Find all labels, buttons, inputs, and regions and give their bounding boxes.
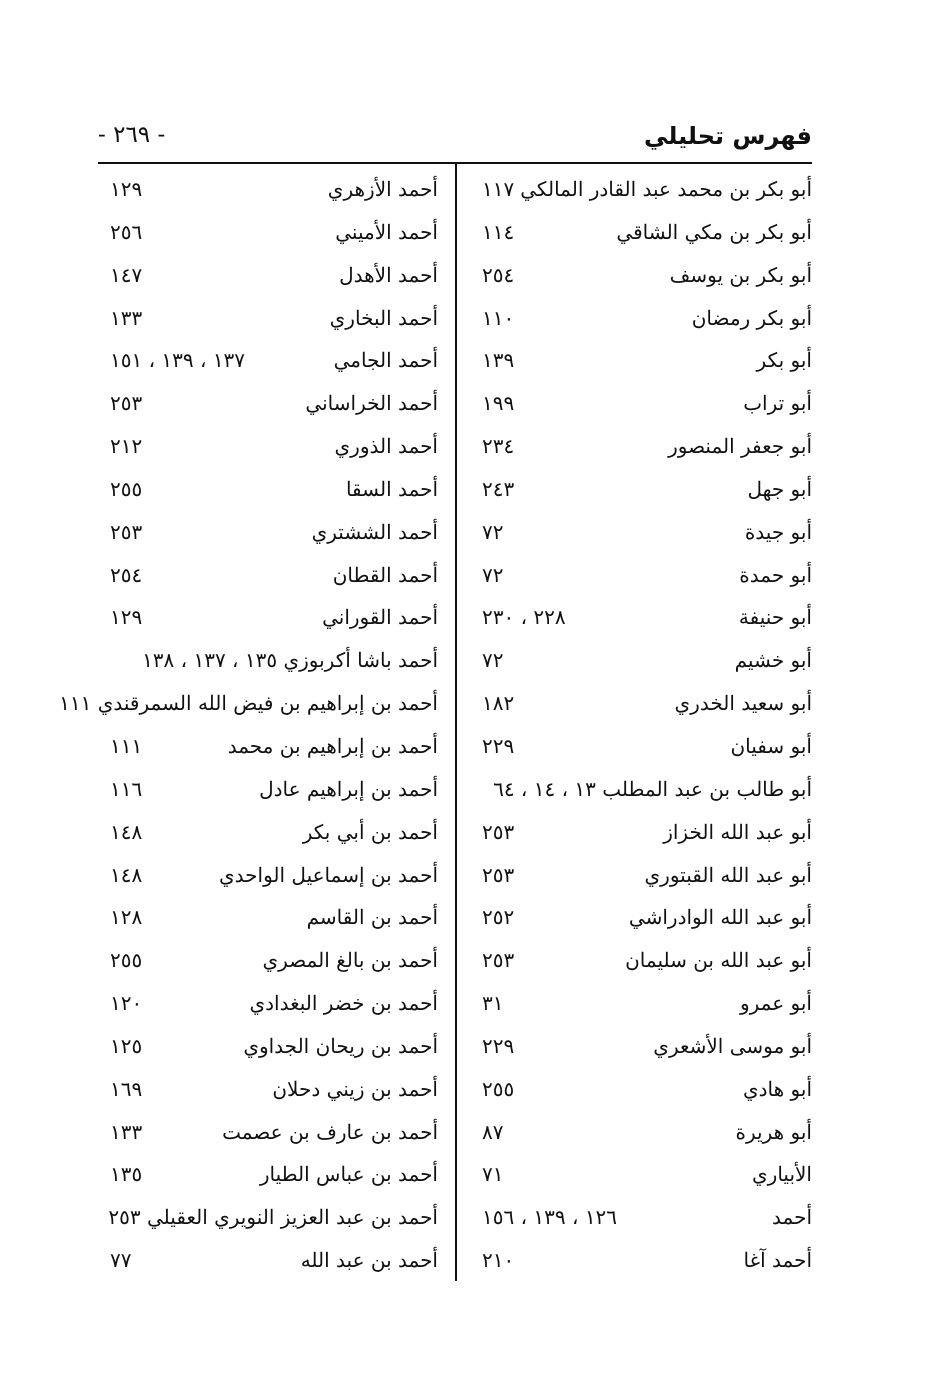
- entry-pages: ١١٤: [482, 219, 515, 244]
- index-entry: [470, 896, 812, 939]
- entry-name: أبو عبد الله القبتوري: [644, 862, 812, 887]
- index-entry: [470, 1239, 812, 1282]
- entry-name: أحمد بن عباس الطيار: [259, 1162, 438, 1187]
- entry-pages: ١٣٣: [110, 1119, 143, 1144]
- index-entry: [98, 211, 438, 254]
- entry-name: أحمد آغا: [743, 1248, 812, 1273]
- entry-name: أحمد بن إبراهيم بن فيض الله السمرقندي ١١١: [59, 691, 438, 716]
- entry-pages: ١٣٣: [110, 305, 143, 330]
- entry-pages: ٧٢: [482, 519, 504, 544]
- entry-pages: ٢٥٣: [482, 819, 515, 844]
- index-entry: [98, 425, 438, 468]
- index-entry: [470, 339, 812, 382]
- entry-name: أبو خشيم: [734, 648, 812, 673]
- entry-name: أبو سفيان: [730, 733, 812, 758]
- entry-name: أحمد بن عارف بن عصمت: [222, 1119, 438, 1144]
- index-entry: [470, 554, 812, 597]
- entry-name: أحمد السقا: [345, 476, 438, 501]
- column-divider: [455, 163, 457, 1281]
- index-entry: [98, 1153, 438, 1196]
- entry-name: أبو بكر بن محمد عبد القادر المالكي: [520, 177, 812, 201]
- entry-pages: ١٣٩: [482, 348, 515, 373]
- entry-pages: ٨٧: [482, 1119, 504, 1144]
- entry-pages: ١٣٧ ، ١٣٩ ، ١٥١: [110, 348, 246, 373]
- index-entry: [98, 1111, 438, 1154]
- entry-name: أبو عبد الله الخزاز: [663, 819, 812, 844]
- entry-name: الأبياري: [752, 1162, 812, 1187]
- index-entry: [98, 468, 438, 511]
- entry-name: أبو عبد الله بن سليمان: [625, 948, 812, 973]
- entry-name: أبو بكر: [756, 348, 812, 373]
- index-entry: [98, 511, 438, 554]
- entry-name: أحمد الششتري: [311, 519, 438, 544]
- entry-pages: ٢٥٤: [482, 262, 515, 287]
- index-entry: [98, 339, 438, 382]
- entry-name: أبو جيدة: [744, 519, 812, 544]
- entry-name: أبو موسى الأشعري: [653, 1033, 812, 1058]
- entry-name: أبو بكر بن يوسف: [669, 262, 812, 287]
- index-entry: [470, 1153, 812, 1196]
- entry-name: أحمد القطان: [332, 562, 438, 587]
- entry-pages: ٢٥٦: [110, 219, 143, 244]
- entry-name: أحمد بن عبد العزيز النويري العقيلي ٢٥٣: [108, 1205, 438, 1230]
- index-entry: [470, 939, 812, 982]
- index-entry: [470, 382, 812, 425]
- entry-name: أبو بكر رمضان: [691, 305, 812, 330]
- entry-pages: ١١٦: [110, 776, 143, 801]
- index-entry: [98, 768, 438, 811]
- page-number: - ٢٦٩ -: [98, 122, 166, 148]
- entry-name: أبو هريرة: [735, 1119, 812, 1144]
- entry-name: أحمد بن إسماعيل الواحدي: [219, 862, 438, 887]
- entry-pages: ١٢٩: [110, 605, 143, 630]
- entry-name: أحمد بن عبد الله: [300, 1248, 438, 1273]
- index-entry: [98, 939, 438, 982]
- index-entry: [470, 639, 812, 682]
- entry-pages: ١٢٠: [110, 991, 143, 1016]
- entry-name: أبو هادي: [742, 1076, 812, 1101]
- entry-pages: ٧٢: [482, 648, 504, 673]
- entry-name: أحمد: [772, 1205, 812, 1230]
- entry-pages: ١٤٨: [110, 819, 143, 844]
- index-entry: [98, 1025, 438, 1068]
- index-entry: [470, 768, 812, 811]
- entry-name: أحمد باشا أكربوزي ١٣٥ ، ١٣٧ ، ١٣٨: [142, 648, 438, 673]
- page-title: فهرس تحليلي: [644, 122, 812, 150]
- index-entry: [98, 1196, 438, 1239]
- index-entry: [98, 1239, 438, 1282]
- index-entry: [98, 725, 438, 768]
- entry-name: أحمد بن إبراهيم عادل: [259, 776, 438, 801]
- entry-name: أبو تراب: [743, 391, 812, 416]
- entry-pages: ١٦٩: [110, 1076, 143, 1101]
- entry-pages: ٢٤٣: [482, 476, 515, 501]
- entry-name: أحمد بن خضر البغدادي: [249, 991, 438, 1016]
- index-entry: [98, 168, 438, 211]
- entry-pages: ١١٧: [482, 177, 515, 201]
- entry-pages: ٧٢: [482, 562, 504, 587]
- index-entry: [98, 811, 438, 854]
- index-entry: [470, 682, 812, 725]
- index-entry: [470, 211, 812, 254]
- entry-name: أبو حنيفة: [738, 605, 812, 630]
- entry-pages: ١٤٧: [110, 262, 143, 287]
- entry-pages: ٧١: [482, 1162, 504, 1187]
- entry-name: أبو جهل: [747, 476, 812, 501]
- entry-name: أحمد بن أبي بكر: [302, 819, 438, 844]
- page-header: [98, 118, 812, 164]
- index-entry: [470, 297, 812, 340]
- index-entry: [98, 554, 438, 597]
- entry-name: أبو سعيد الخدري: [674, 691, 812, 716]
- index-entry: [470, 511, 812, 554]
- index-entry: [98, 982, 438, 1025]
- index-entry: [98, 896, 438, 939]
- entry-pages: ٢١٠: [482, 1248, 515, 1273]
- index-entry: [470, 596, 812, 639]
- entry-pages: ٧٧: [110, 1248, 132, 1273]
- entry-pages: ٢١٢: [110, 434, 143, 459]
- entry-name: أحمد الأهدل: [339, 262, 438, 287]
- entry-pages: ٢٢٨ ، ٢٣٠: [482, 605, 566, 630]
- entry-name: أبو حمدة: [739, 562, 812, 587]
- index-entry: [470, 168, 812, 211]
- entry-pages: ١١١: [110, 733, 143, 758]
- entry-pages: ٢٥٢: [482, 905, 515, 930]
- index-entry: [470, 811, 812, 854]
- entry-pages: ١٨٢: [482, 691, 515, 716]
- entry-name: أحمد بن القاسم: [306, 905, 438, 930]
- entry-name: أبو جعفر المنصور: [668, 434, 812, 459]
- entry-pages: ١٢٩: [110, 177, 143, 201]
- entry-pages: ٣١: [482, 991, 504, 1016]
- entry-pages: ٢٥٥: [110, 948, 143, 973]
- index-entry: [98, 854, 438, 897]
- entry-pages: ١٩٩: [482, 391, 515, 416]
- index-entry: [470, 725, 812, 768]
- entry-name: أبو عبد الله الوادراشي: [628, 905, 812, 930]
- entry-pages: ١١٠: [482, 305, 515, 330]
- index-column-right: [470, 168, 812, 1278]
- index-entry: [470, 982, 812, 1025]
- entry-pages: ٢٥٣: [110, 391, 143, 416]
- index-entry: [470, 1025, 812, 1068]
- entry-pages: ١٢٥: [110, 1033, 143, 1058]
- entry-name: أحمد الجامي: [333, 348, 438, 373]
- entry-pages: ٢٣٤: [482, 434, 515, 459]
- entry-pages: ١٢٨: [110, 905, 143, 930]
- entry-pages: ٢٥٣: [482, 862, 515, 887]
- entry-name: أحمد الخراساني: [305, 391, 438, 416]
- entry-name: أحمد الأميني: [335, 219, 438, 244]
- entry-pages: ٢٥٥: [110, 476, 143, 501]
- entry-pages: ٢٥٥: [482, 1076, 515, 1101]
- entry-pages: ١٤٨: [110, 862, 143, 887]
- index-entry: [470, 1196, 812, 1239]
- index-entry: [59, 682, 438, 725]
- index-entry: [98, 382, 438, 425]
- index-entry: [470, 1111, 812, 1154]
- entry-pages: ٢٥٤: [110, 562, 143, 587]
- index-entry: [98, 297, 438, 340]
- entry-name: أبو بكر بن مكي الشاقي: [616, 219, 812, 244]
- entry-pages: ٢٢٩: [482, 1033, 515, 1058]
- entry-name: أحمد الذوري: [334, 434, 438, 459]
- entry-name: أحمد بن زيني دحلان: [272, 1076, 438, 1101]
- entry-pages: ١٢٦ ، ١٣٩ ، ١٥٦: [482, 1205, 618, 1230]
- entry-pages: ١٣٥: [110, 1162, 143, 1187]
- index-entry: [98, 254, 438, 297]
- entry-name: أحمد الأزهري: [327, 177, 438, 201]
- entry-name: أبو طالب بن عبد المطلب ١٣ ، ١٤ ، ٦٤: [493, 776, 812, 801]
- entry-name: أبو عمرو: [739, 991, 812, 1016]
- index-entry: [470, 1068, 812, 1111]
- entry-pages: ٢٥٣: [110, 519, 143, 544]
- entry-name: أحمد البخاري: [329, 305, 438, 330]
- entry-name: أحمد بن إبراهيم بن محمد: [227, 733, 438, 758]
- index-entry: [98, 1068, 438, 1111]
- index-entry: [470, 254, 812, 297]
- index-entry: [470, 425, 812, 468]
- entry-name: أحمد بن بالغ المصري: [262, 948, 438, 973]
- index-entry: [98, 596, 438, 639]
- index-column-left: [59, 168, 438, 1278]
- index-entry: [470, 468, 812, 511]
- entry-name: أحمد القوراني: [322, 605, 438, 630]
- entry-name: أحمد بن ريحان الجداوي: [243, 1033, 438, 1058]
- entry-pages: ٢٢٩: [482, 733, 515, 758]
- entry-pages: ٢٥٣: [482, 948, 515, 973]
- index-entry: [470, 854, 812, 897]
- index-entry: [98, 639, 438, 682]
